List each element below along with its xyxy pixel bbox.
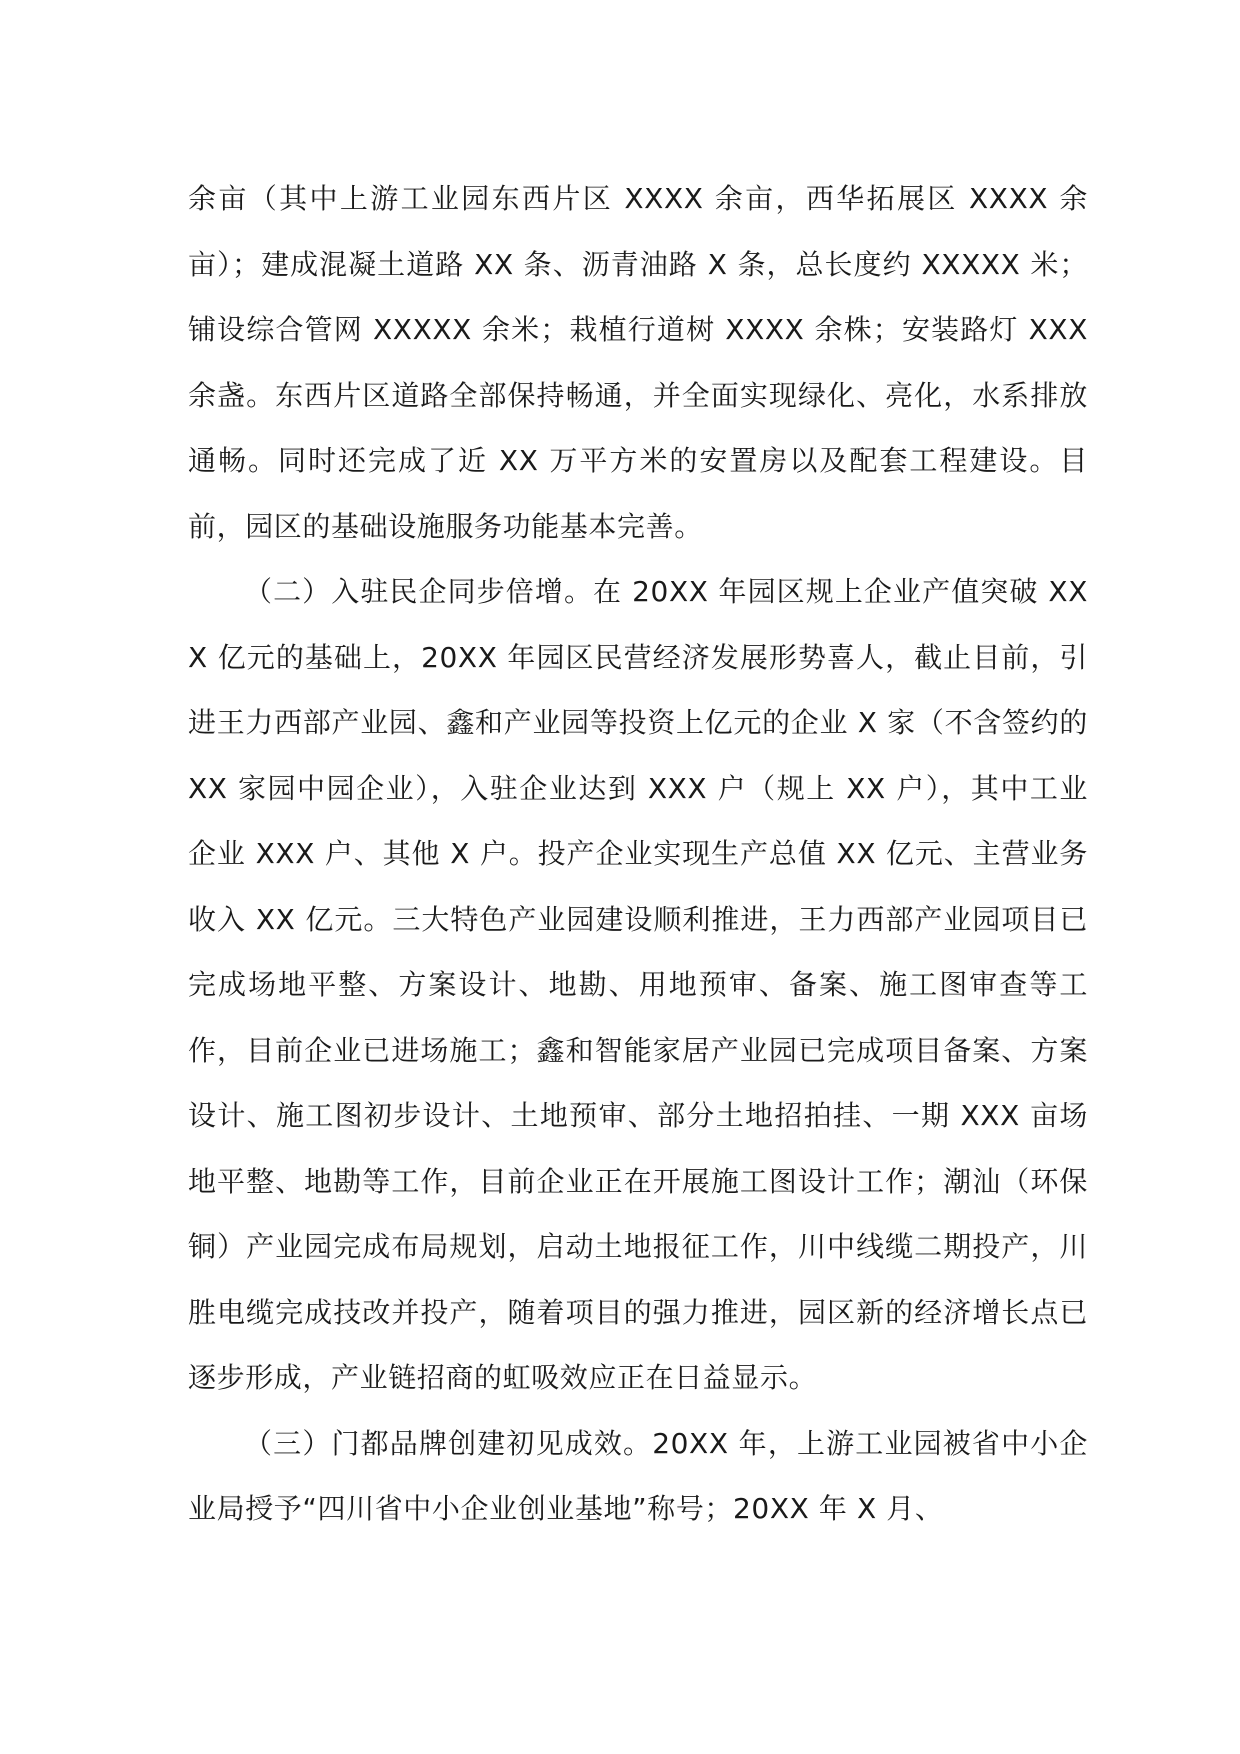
paragraph-infrastructure: 余亩（其中上游工业园东西片区 XXXX 余亩，西华拓展区 XXXX 余亩）；建成混凝土道路 XX 条、沥青油路 X 条，总长度约 XXXXX 米；铺设综合管网 XXXXX 余米；栽植行道树 XXXX 余株；安装路灯 XXX 余盏。东西片区道路全部保持畅通，并全面实现绿化、亮化，水系排放通畅。同时还完成了近 XX 万平方米的安置房以及配套工程建设。目前，园区的基础设施服务功能基本完善。: [188, 182, 1088, 543]
paragraph-private-enterprises: （二）入驻民企同步倍增。在 20XX 年园区规上企业产值突破 XXX 亿元的基础上，20XX 年园区民营经济发展形势喜人，截止目前，引进王力西部产业园、鑫和产业园等投资上亿元的企业 X 家（不含签约的 XX 家园中园企业），入驻企业达到 XXX 户（规上 XX 户），其中工业企业 XXX 户、其他 X 户。投产企业实现生产总值 XX 亿元、主营业务收入 XX 亿元。三大特色产业园建设顺利推进，王力西部产业园项目已完成场地平整、方案设计、地勘、用地预审、备案、施工图审查等工作，目前企业已进场施工；鑫和智能家居产业园已完成项目备案、方案设计、施工图初步设计、土地预审、部分土地招拍挂、一期 XXX 亩场地平整、地勘等工作，目前企业正在开展施工图设计工作；潮汕（环保铜）产业园完成布局规划，启动土地报征工作，川中线缆二期投产，川胜电缆完成技改并投产，随着项目的强力推进，园区新的经济增长点已逐步形成，产业链招商的虹吸效应正在日益显示。: [188, 575, 1088, 1394]
paragraph-brand-building: （三）门都品牌创建初见成效。20XX 年，上游工业园被省中小企业局授予“四川省中小企业创业基地”称号；20XX 年 X 月、: [188, 1426, 1088, 1525]
document-page: [188, 166, 1088, 1542]
